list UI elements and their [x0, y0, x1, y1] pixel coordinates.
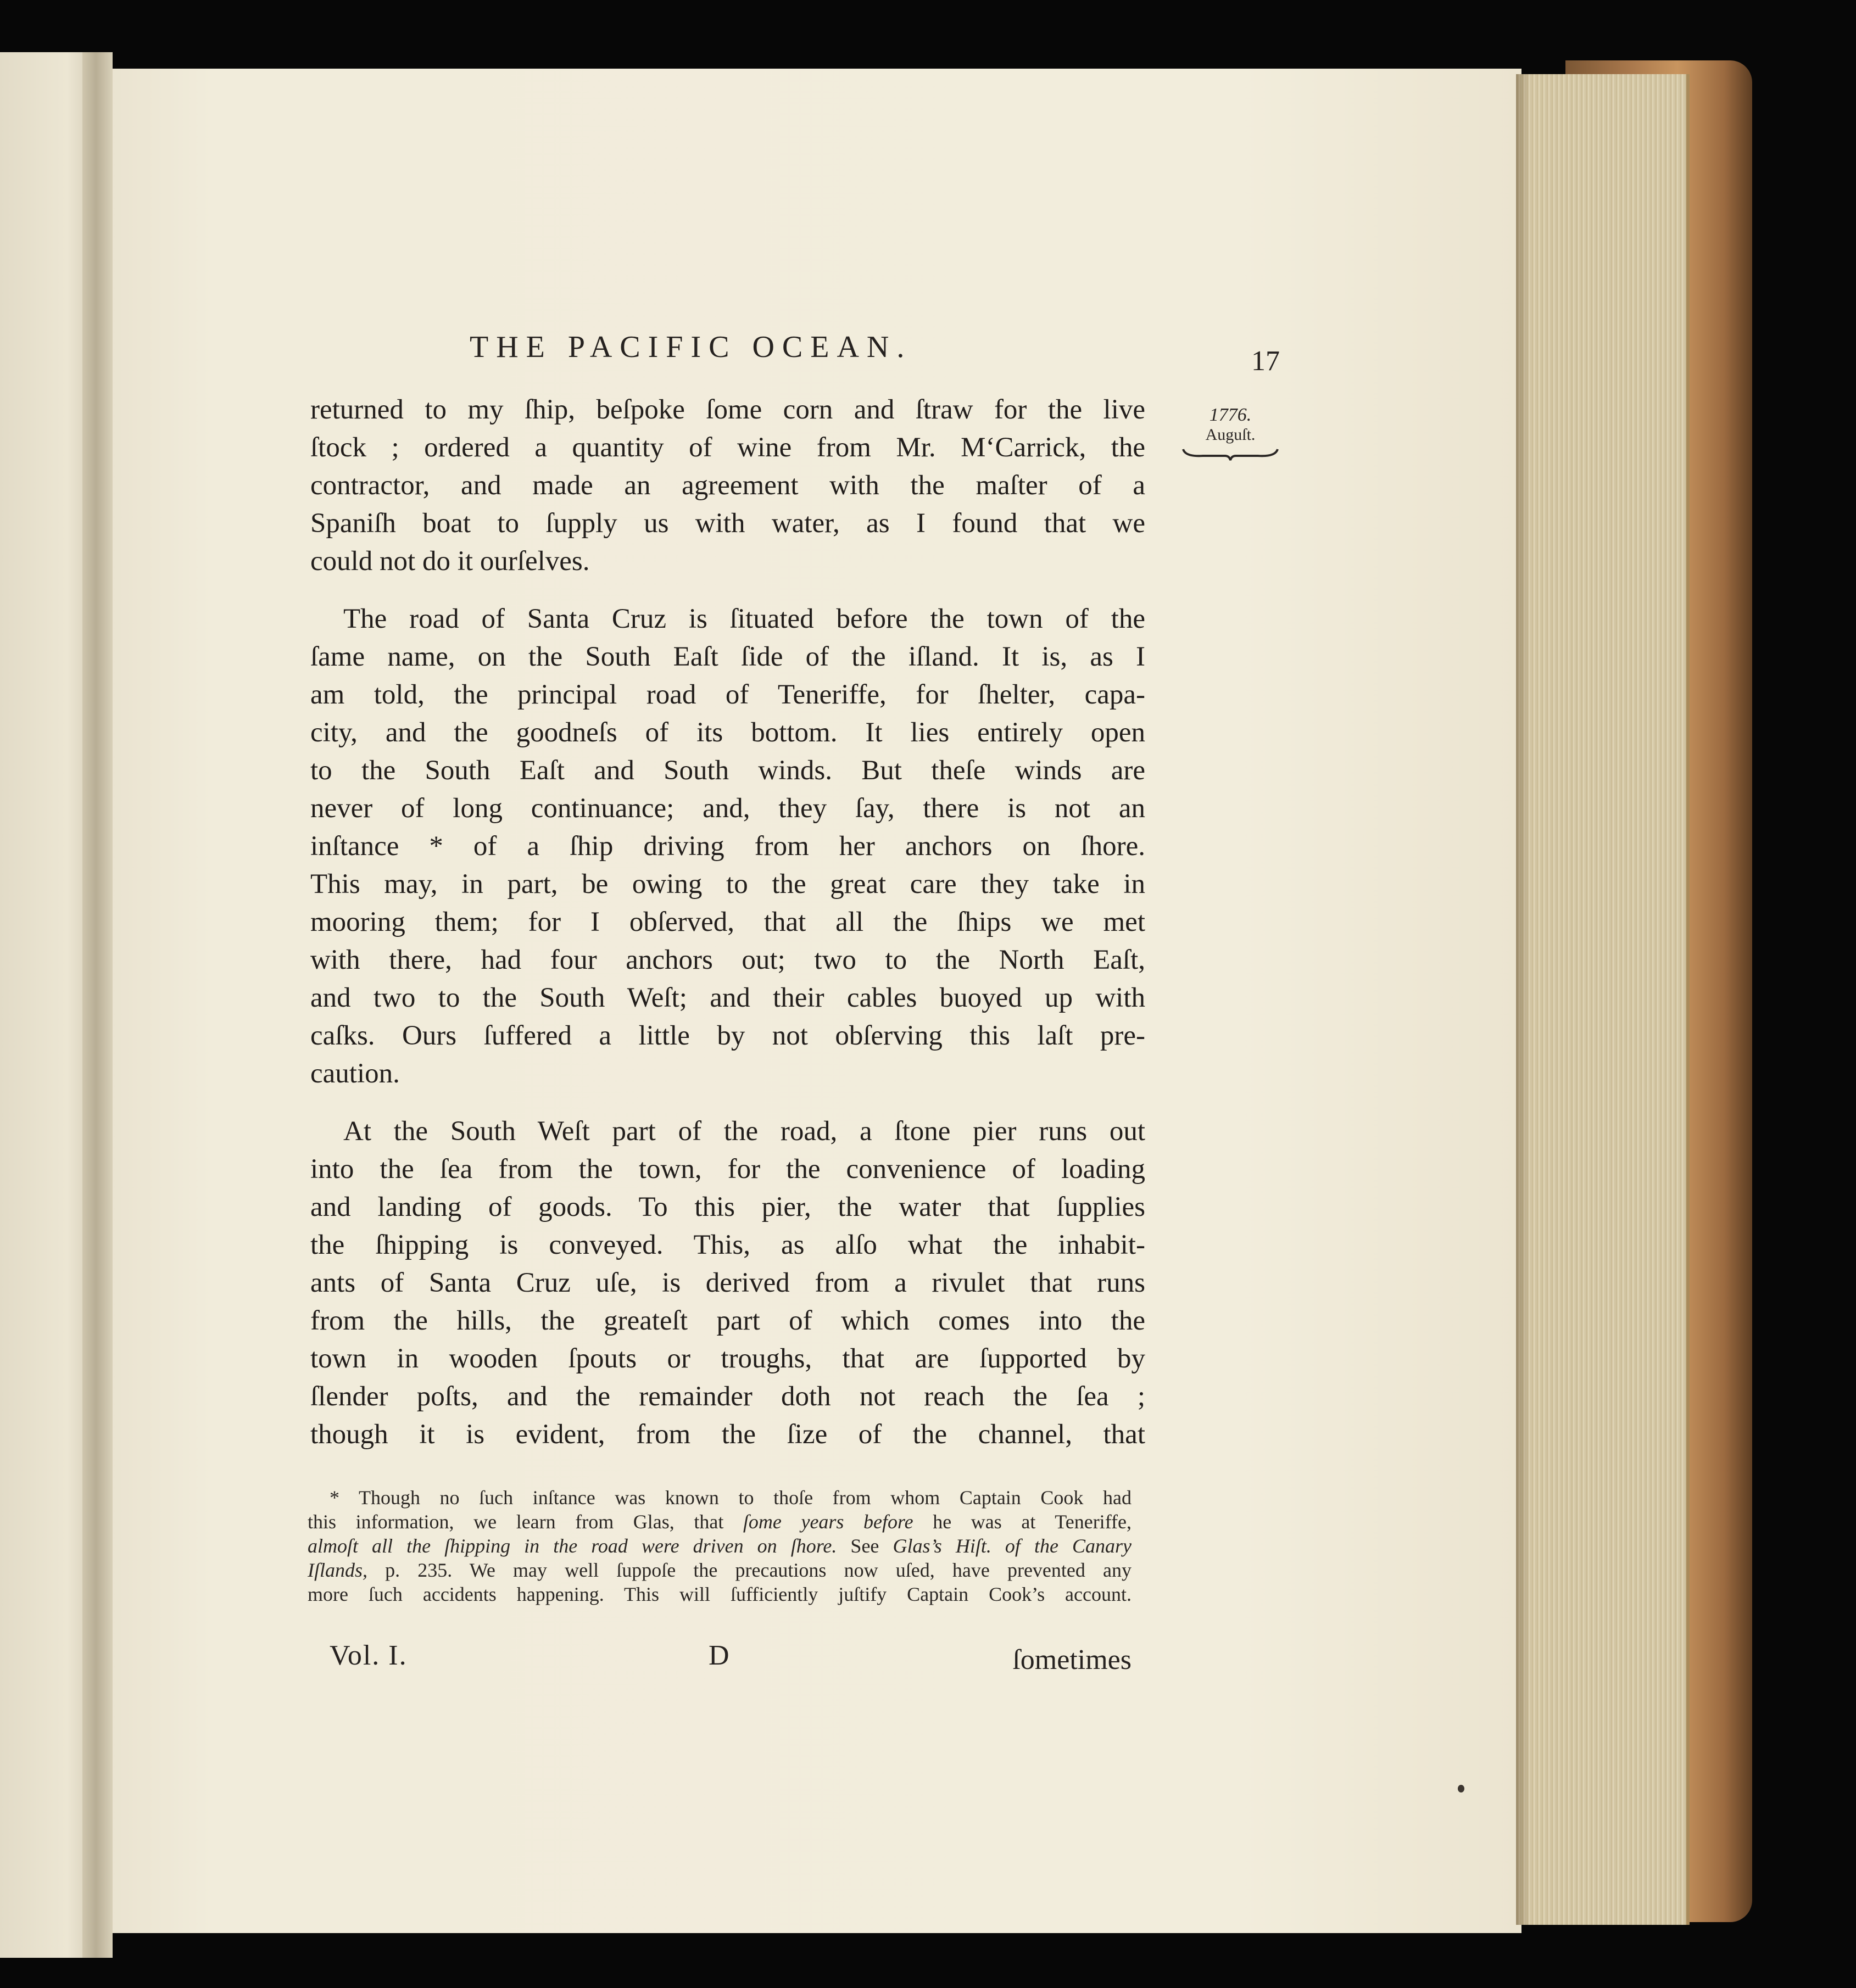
text-line: and landing of goods. To this pier, the water that ſupplies — [310, 1192, 1145, 1222]
page-number: 17 — [1251, 345, 1280, 377]
footnote-text: See — [837, 1535, 893, 1557]
text-line: contractor, and made an agreement with the maſter of a — [310, 470, 1145, 501]
text-line: with there, had four anchors out; two to the North Eaſt, — [310, 945, 1145, 975]
body-text — [310, 391, 1145, 1454]
text-line: ſlender poſts, and the remainder doth not reach the ſea ; — [310, 1381, 1145, 1412]
text-line: city, and the goodneſs of its bottom. It lies entirely open — [310, 717, 1145, 748]
footnote-line: * Though no ſuch inſtance was known to thoſe from whom Captain Cook had — [330, 1487, 1132, 1509]
footnote-italic: Iſlands, — [308, 1559, 368, 1581]
text-line: never of long continuance; and, they ſay, there is not an — [310, 793, 1145, 824]
paragraph-3 — [310, 1113, 1145, 1454]
footnote-italic: ſome years before — [743, 1511, 913, 1533]
text-line: town in wooden ſpouts or troughs, that are ſupported by — [310, 1343, 1145, 1374]
footnote-line — [308, 1510, 1132, 1534]
text-line: and two to the South Weſt; and their cables buoyed up with — [310, 982, 1145, 1013]
footnote-italic: Glas’s Hiſt. of the Canary — [893, 1535, 1132, 1557]
text-line: inſtance * of a ſhip driving from her anchors on ſhore. — [310, 831, 1145, 862]
text-line: to the South Eaſt and South winds. But theſe winds are — [310, 755, 1145, 786]
text-line: mooring them; for I obſerved, that all the ſhips we met — [310, 907, 1145, 937]
paragraph-2 — [310, 600, 1145, 1093]
text-line: ants of Santa Cruz uſe, is derived from a rivulet that runs — [310, 1267, 1145, 1298]
footnote-line: more ſuch accidents happening. This will ſufficiently juſtify Captain Cook’s account. — [308, 1583, 1132, 1605]
page-blemish — [1458, 1785, 1464, 1792]
footnote-line — [308, 1534, 1132, 1558]
text-line: though it is evident, from the ſize of the channel, that — [310, 1419, 1145, 1450]
footnote-text: he was at Teneriffe, — [913, 1511, 1132, 1533]
brace-icon — [1181, 446, 1280, 462]
footnote-line — [308, 1558, 1132, 1582]
paragraph-1 — [310, 391, 1145, 580]
volume-label: Vol. I. — [330, 1640, 408, 1671]
footnote-text: this information, we learn from Glas, that — [308, 1511, 743, 1533]
signature-mark: D — [709, 1640, 729, 1671]
text-line: This may, in part, be owing to the great care they take in — [310, 869, 1145, 900]
text-line: Spaniſh boat to ſupply us with water, as I found that we — [310, 508, 1145, 539]
facing-page — [0, 52, 96, 1958]
text-line: am told, the principal road of Teneriffe, for ſhelter, capa- — [310, 679, 1145, 710]
text-line: into the ſea from the town, for the convenience of loading — [310, 1154, 1145, 1185]
running-head: THE PACIFIC OCEAN. — [470, 330, 912, 364]
footnote-italic: almoſt all the ſhipping in the road were driven on ſhore. — [308, 1535, 837, 1557]
footnote — [308, 1486, 1132, 1606]
text-line: the ſhipping is conveyed. This, as alſo what the inhabit- — [310, 1230, 1145, 1260]
margin-date-note — [1175, 405, 1285, 462]
text-line: could not do it ourſelves. — [310, 546, 590, 577]
margin-month: Auguſt. — [1205, 426, 1256, 444]
margin-year: 1776. — [1209, 405, 1252, 425]
catchword: ſometimes — [1012, 1644, 1132, 1676]
text-line: At the South Weſt part of the road, a ſtone pier runs out — [343, 1116, 1145, 1147]
text-line: caſks. Ours ſuffered a little by not obſerving this laſt pre- — [310, 1020, 1145, 1051]
text-line: The road of Santa Cruz is ſituated before the town of the — [343, 604, 1145, 634]
text-line: ſame name, on the South Eaſt ſide of the iſland. It is, as I — [310, 641, 1145, 672]
text-line: ſtock ; ordered a quantity of wine from Mr. M‘Carrick, the — [310, 432, 1145, 463]
text-line: returned to my ſhip, beſpoke ſome corn and ſtraw for the live — [310, 394, 1145, 425]
footnote-text: p. 235. We may well ſuppoſe the precautions now uſed, have prevented any — [367, 1559, 1132, 1581]
book-gutter — [82, 52, 113, 1958]
page-block-edges — [1516, 74, 1690, 1925]
text-line: from the hills, the greateſt part of which comes into the — [310, 1305, 1145, 1336]
page-edge-shadow — [1516, 74, 1530, 1925]
text-line: caution. — [310, 1058, 400, 1089]
